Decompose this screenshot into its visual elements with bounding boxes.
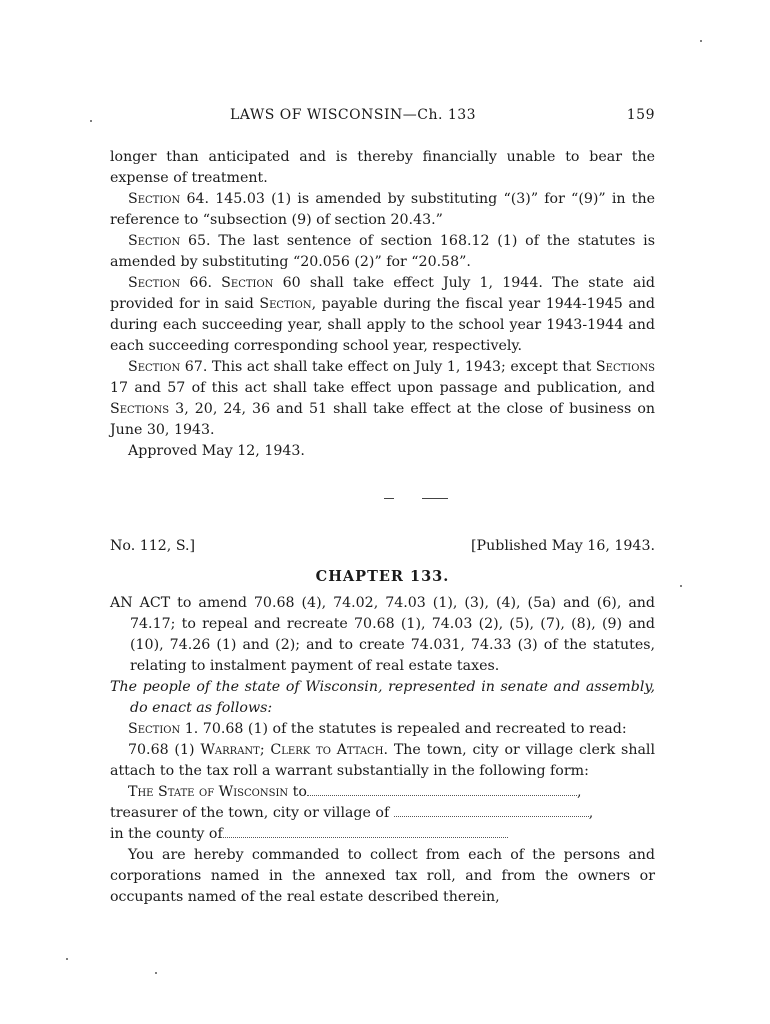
section-64-text: 145.03 (1) is amended by substituting “(3)” for “(9)” in the reference to “subsection (9) of section 20.43.”: [110, 191, 655, 228]
section-1-label: Section 1.: [128, 721, 199, 737]
section-64-paragraph: [110, 189, 655, 231]
act-paragraph: [110, 593, 655, 677]
warrant-number: 70.68 (1): [128, 742, 201, 758]
running-header: [110, 107, 655, 127]
scan-speck: [155, 972, 157, 974]
form-state-line: The State of Wisconsin to ,: [128, 784, 582, 800]
section-65-text: The last sentence of section 168.12 (1) of the statutes is amended by substituting “20.056 (2)” for “20.58”.: [110, 233, 655, 270]
section-66-text-c: , payable during the fiscal year 1944-1945 and during each succeeding year, shall apply to the school year 1943-1944 and each succeeding corresponding school year, respectively.: [110, 296, 656, 354]
section-67-text-a: This act shall take effect on July 1, 1943; except that: [207, 359, 596, 375]
body-text-chapter: [110, 593, 655, 908]
section-66-paragraph: [110, 273, 655, 357]
warrant-label: Warrant; Clerk to Attach.: [200, 742, 389, 758]
chapter-title: CHAPTER 133.: [315, 568, 450, 585]
published-date: [Published May 16, 1943.: [471, 538, 655, 554]
form-county-line: [110, 824, 655, 845]
form-county: in the county of: [110, 826, 223, 842]
warrant-paragraph: [110, 740, 655, 782]
section-1-paragraph: [110, 719, 655, 740]
section-66-text-b: 60 shall take effect July 1, 1944. The state aid provided for in said: [110, 275, 656, 312]
section-66-label: Section 66.: [128, 275, 212, 291]
section-divider: [384, 498, 448, 510]
section-67-ref-2: Sections: [110, 401, 170, 417]
section-67-text-c: 3, 20, 24, 36 and 51 shall take effect at the close of business on June 30, 1943.: [110, 401, 655, 438]
bill-number: No. 112, S.]: [110, 538, 196, 554]
body-text-top: [110, 147, 655, 462]
form-state: The State of Wisconsin: [128, 784, 289, 800]
continuation-paragraph: longer than anticipated and is thereby financially unable to bear the expense of treatment.: [110, 149, 655, 186]
blank-fill-2: [394, 805, 589, 817]
scan-speck: [66, 958, 68, 960]
section-65-paragraph: [110, 231, 655, 273]
section-66-ref: Section: [221, 275, 274, 291]
form-treasurer-line: treasurer of the town, city or village of ,: [110, 805, 594, 821]
scan-speck: [680, 585, 682, 587]
form-to: to: [288, 784, 307, 800]
section-67-text-b: 17 and 57 of this act shall take effect upon passage and publication, and: [110, 380, 655, 396]
blank-fill-3: [223, 826, 508, 838]
section-1-text: 70.68 (1) of the statutes is repealed and recreated to read:: [198, 721, 627, 737]
section-66-ref-2: Section: [259, 296, 312, 312]
act-text: to amend 70.68 (4), 74.02, 74.03 (1), (3), (4), (5a) and (6), and 74.17; to repeal and recreate 70.68 (1), 74.03 (2), (5), (7), (8), (9) and (10), 74.26 (1) and (2); and to create 74.031, 74.33 (3) of the statutes, relating to instalment payment of real estate taxes.: [130, 595, 655, 674]
section-67-ref-1: Sections: [595, 359, 656, 375]
page-number: 159: [626, 107, 655, 123]
warrant-text: The town, city or village clerk shall attach to the tax roll a warrant substantially in the following form:: [110, 742, 655, 779]
scan-speck: [90, 120, 92, 122]
act-label: AN ACT: [110, 595, 171, 611]
section-64-label: Section 64.: [128, 191, 210, 207]
section-67-label: Section 67.: [128, 359, 208, 375]
scan-speck: [700, 40, 702, 42]
section-67-paragraph: [110, 357, 655, 441]
section-66-text-a: [212, 275, 221, 291]
section-65-label: Section 65.: [128, 233, 211, 249]
commanded-paragraph: You are hereby commanded to collect from each of the persons and corporations named in the annexed tax roll, and from the owners or occupants named of the real estate described therein,: [110, 847, 655, 905]
blank-fill-1: [307, 784, 577, 796]
form-treasurer: treasurer of the town, city or village of: [110, 805, 390, 821]
approved-line: Approved May 12, 1943.: [128, 443, 305, 459]
enacting-clause: The people of the state of Wisconsin, represented in senate and assembly, do enact as follows:: [110, 679, 655, 716]
header-title: LAWS OF WISCONSIN—Ch. 133: [230, 107, 477, 123]
publication-row: [110, 538, 655, 560]
